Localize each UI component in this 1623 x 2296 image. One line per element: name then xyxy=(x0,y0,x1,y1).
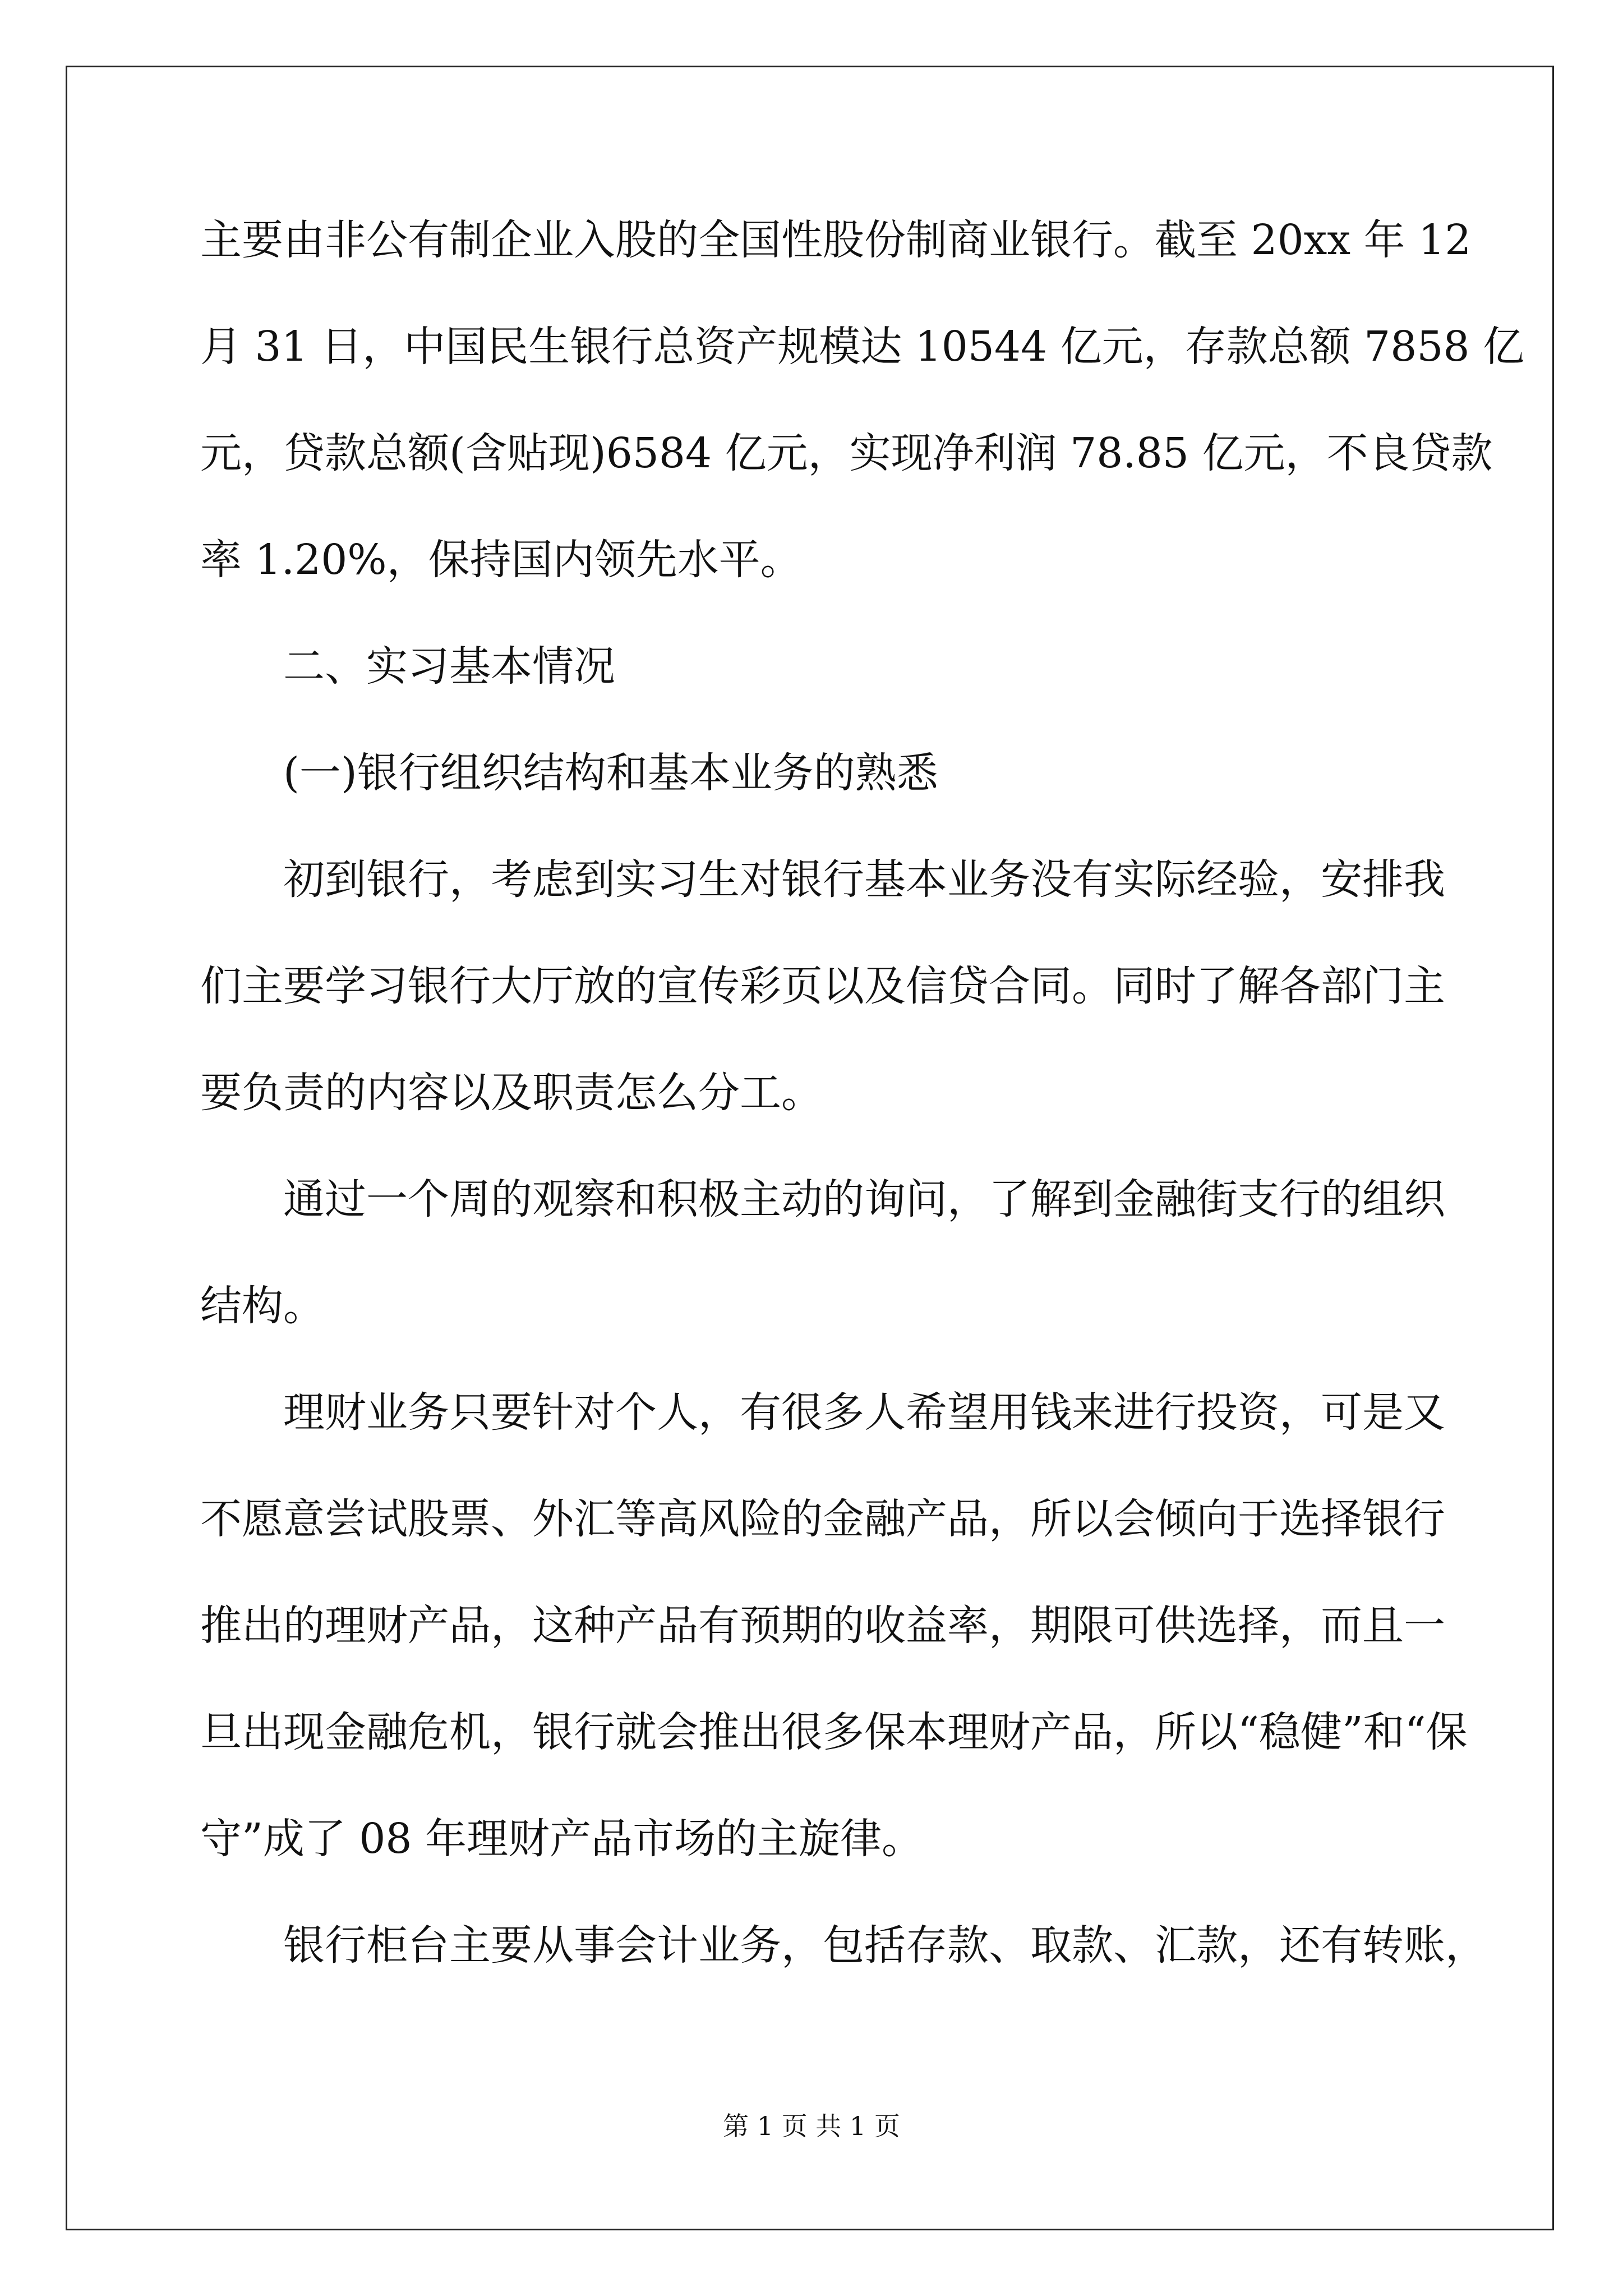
text-line: 旦出现金融危机，银行就会推出很多保本理财产品，所以“稳健”和“保 xyxy=(200,1708,1468,1756)
text-line: 理财业务只要针对个人，有很多人希望用钱来进行投资，可是又 xyxy=(283,1388,1445,1437)
text-line: 初到银行，考虑到实习生对银行基本业务没有实际经验，安排我 xyxy=(283,855,1445,904)
text-line: 元，贷款总额(含贴现)6584 亿元，实现净利润 78.85 亿元，不良贷款 xyxy=(200,429,1493,477)
subsection-heading: (一)银行组织结构和基本业务的熟悉 xyxy=(283,749,938,797)
text-line: 月 31 日，中国民生银行总资产规模达 10544 亿元，存款总额 7858 亿 xyxy=(200,323,1525,371)
text-line: 守”成了 08 年理财产品市场的主旋律。 xyxy=(200,1815,924,1863)
text-line: 不愿意尝试股票、外汇等高风险的金融产品，所以会倾向于选择银行 xyxy=(200,1495,1445,1543)
text-line: 们主要学习银行大厅放的宣传彩页以及信贷合同。同时了解各部门主 xyxy=(200,962,1445,1010)
text-line: 通过一个周的观察和积极主动的询问，了解到金融街支行的组织 xyxy=(283,1175,1445,1223)
page-number-footer: 第 1 页 共 1 页 xyxy=(723,2111,900,2141)
text-line: 要负责的内容以及职责怎么分工。 xyxy=(200,1069,823,1117)
section-heading: 二、实习基本情况 xyxy=(283,642,615,691)
text-line: 推出的理财产品，这种产品有预期的收益率，期限可供选择，而且一 xyxy=(200,1602,1445,1650)
text-line: 银行柜台主要从事会计业务，包括存款、取款、汇款，还有转账， xyxy=(283,1921,1487,1970)
text-line: 率 1.20%，保持国内领先水平。 xyxy=(200,536,802,584)
text-line: 结构。 xyxy=(200,1282,325,1330)
text-line: 主要由非公有制企业入股的全国性股份制商业银行。截至 20xx 年 12 xyxy=(200,216,1472,264)
document-body xyxy=(200,213,1525,1972)
